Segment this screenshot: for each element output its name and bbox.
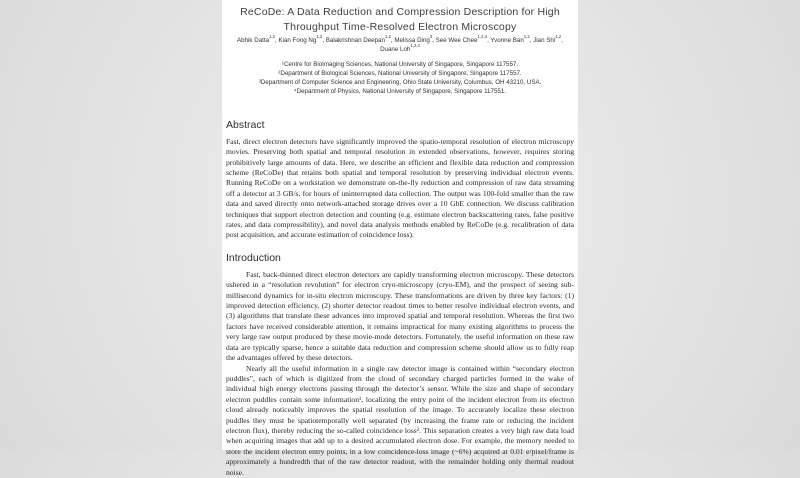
affiliation-line-1: ¹Centre for BioImaging Sciences, National University of Singapore, Singapore 117557. bbox=[281, 60, 519, 68]
affiliation-line-3: ³Department of Computer Science and Engineering, Ohio State University, Columbus, OH 43210, USA. bbox=[258, 79, 542, 87]
paper-page bbox=[222, 0, 578, 477]
affiliation-line-4: ⁴Department of Physics, National University of Singapore, Singapore 117551. bbox=[293, 88, 506, 96]
introduction-paragraph-1: Fast, back-thinned direct electron detectors are rapidly transforming electron microscopy. These detectors ushered in a “resolution revolution” for electron cryo-microscopy (cryo-EM), and the prospect of seeing sub-millisecond dynamics for in-situ electron microscopy. These transformations are driven by three key factors: (1) improved detection efficiency, (2) shorter detector readout times to better resolve individual electron events, and (3) algorithms that translate these advances into improved spatial and temporal resolution. Whereas the first two factors have received considerable attention, it remains impractical for many existing algorithms to process the very large raw output produced by these movie-mode detectors. Fortunately, the useful information on these raw data are typically sparse, hence a suitable data reduction and compression scheme should allow us to fully reap the advantages offered by these detectors. bbox=[226, 269, 574, 363]
authors-line: Abhik Datta$^{1,2}$, Kian Fong Ng$^{1,2}$, Balakrishnan Deepan$^{1,2}$, Melissa Ding$^3$, See Wee Chee$^{1,2,4}$, Yvonne Ban$^{1,2}$, Jian Shi$^{1,2}$, Duane Loh$^{1,2,4}$ bbox=[237, 34, 563, 53]
introduction-heading: Introduction bbox=[226, 251, 281, 264]
affiliations-block bbox=[226, 60, 574, 97]
introduction-paragraph-2: Nearly all the useful information in a single raw detector image is contained within “secondary electron puddles”, each of which is digitized from the cloud of secondary charged particles formed in the wake of individual high energy electrons passing through the detector’s sensor. While the size and shape of secondary electron puddles contain some information¹, localizing the entry point of the incident electron from its electron cloud already noticeably improves the spatial resolution of the image. To accurately localize these electron puddles they must be spatiotemporally well separated (by increasing the frame rate or reducing the incident electron flux), thereby reducing the so-called coincidence loss². This separation creates a very high raw data load when acquiring images that add up to a desired accumulated electron dose. For example, the memory needed to store the incident electron entry points, in a low coincidence-loss image (~6%) acquired at 0.01 e/pixel/frame is approximately a hundredth that of the raw detector readout, with the remainder holding only thermal readout noise. bbox=[226, 363, 574, 477]
affiliation-line-2: ²Department of Biological Sciences, National University of Singapore, Singapore 117557. bbox=[278, 69, 522, 77]
abstract-heading: Abstract bbox=[226, 118, 265, 131]
abstract-text: Fast, direct electron detectors have significantly improved the spatio-temporal resolution of electron microscopy movies. Preserving both spatial and temporal resolution in extended observations, however, requires storing prohibitively large amounts of data. Here, we describe an efficient and flexible data reduction and compression scheme (ReCoDe) that retains both spatial and temporal resolution by preserving individual electron events. Running ReCoDe on a workstation we demonstrate on-the-fly reduction and compression of raw data streaming off a detector at 3 GB/s, for hours of uninterrupted data collection. The output was 100-fold smaller than the raw data and saved directly onto network-attached storage drives over a 10 GbE connection. We discuss calibration techniques that support electron detection and counting (e.g. estimate electron backscattering rates, false positive rates, and data compressibility), and novel data analysis methods enabled by ReCoDe (e.g. recalibration of data post acquisition, and accurate estimation of coincidence loss). bbox=[226, 136, 574, 240]
paper-title: ReCoDe: A Data Reduction and Compression Description for High Throughput Time-Resolved Electron Microscopy bbox=[240, 6, 560, 33]
